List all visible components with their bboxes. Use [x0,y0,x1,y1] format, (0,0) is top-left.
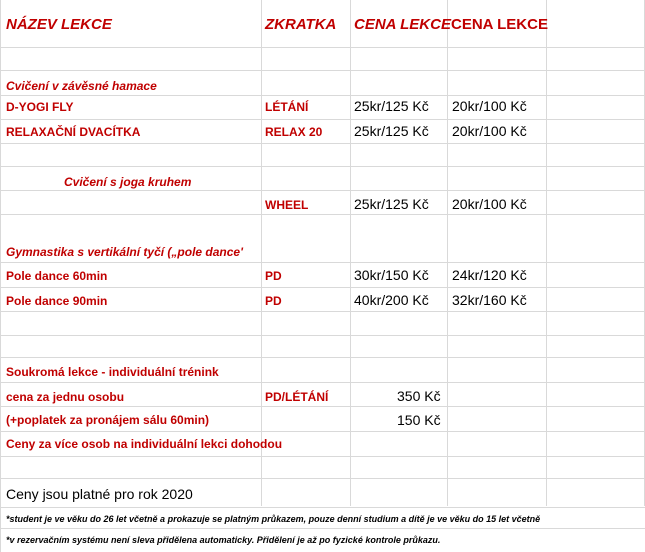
lesson-price: 30kr/150 Kč [354,267,429,283]
lesson-abbr: PD [265,294,282,308]
header-name: NÁZEV LEKCE [6,16,112,33]
grid-line [0,528,645,529]
footnote-student: *student je ve věku do 26 let včetně a prokazuje se platným průkazem, pouze denní studium a dítě je ve věku do 15 let včetně [6,514,541,524]
grid-line [0,335,645,336]
grid-line [0,214,645,215]
grid-line [0,431,645,432]
lesson-price-discount: 24kr/120 Kč [452,267,527,283]
grid-line [0,406,645,407]
grid-line [0,478,645,479]
grid-line [0,190,645,191]
grid-line [0,166,645,167]
lesson-price-discount: 20kr/100 Kč [452,123,527,139]
lesson-price: 25kr/125 Kč [354,196,429,212]
private-rental-price: 150 Kč [397,412,441,428]
private-price: 350 Kč [397,388,441,404]
private-line-2: (+poplatek za pronájem sálu 60min) [6,413,210,427]
grid-line [0,507,645,508]
lesson-price: 25kr/125 Kč [354,98,429,114]
lesson-abbr: LÉTÁNÍ [265,100,309,114]
private-line-3: Ceny za více osob na individuální lekci dohodou [6,437,283,451]
header-price-1: CENA LEKCE [354,16,451,33]
grid-line [0,95,645,96]
grid-line [0,0,1,552]
grid-line [261,0,262,506]
grid-line [0,357,645,358]
grid-line [0,262,645,263]
validity-note: Ceny jsou platné pro rok 2020 [6,486,193,502]
lesson-name: Pole dance 90min [6,294,108,308]
grid-line [0,382,645,383]
lesson-price: 25kr/125 Kč [354,123,429,139]
section-title-private: Soukromá lekce - individuální trénink [6,365,219,379]
section-title-hammock: Cvičení v závěsné hamace [6,79,157,93]
section-title-pole: Gymnastika s vertikální tyčí („pole dance' [6,245,243,259]
private-abbr: PD/LÉTÁNÍ [265,390,329,404]
lesson-abbr: WHEEL [265,198,309,212]
lesson-name: Pole dance 60min [6,269,108,283]
lesson-name: RELAXAČNÍ DVACÍTKA [6,125,141,139]
header-abbr: ZKRATKA [265,16,337,33]
lesson-price-discount: 32kr/160 Kč [452,292,527,308]
footnote-discount: *v rezervačním systému není sleva přidělena automaticky. Přidělení je až po fyzické kontrole průkazu. [6,535,441,545]
grid-line [0,119,645,120]
grid-line [447,0,448,506]
private-line-1: cena za jednu osobu [6,390,125,404]
grid-line [0,311,645,312]
lesson-abbr: PD [265,269,282,283]
grid-line [0,70,645,71]
grid-line [0,287,645,288]
section-title-wheel: Cvičení s joga kruhem [64,175,192,189]
grid-line [0,456,645,457]
grid-line [0,47,645,48]
grid-line [546,0,547,506]
lesson-price: 40kr/200 Kč [354,292,429,308]
grid-line [0,143,645,144]
lesson-name: D-YOGI FLY [6,100,74,114]
lesson-price-discount: 20kr/100 Kč [452,98,527,114]
lesson-abbr: RELAX 20 [265,125,323,139]
header-price-2: CENA LEKCE [451,16,548,33]
grid-line [350,0,351,506]
lesson-price-discount: 20kr/100 Kč [452,196,527,212]
